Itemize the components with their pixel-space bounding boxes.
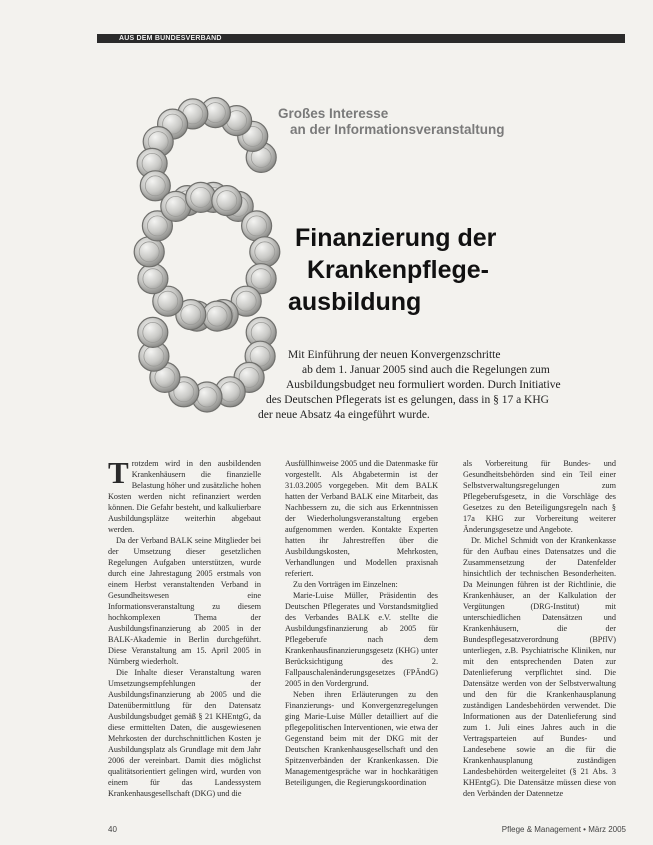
body-text [108, 458, 626, 820]
euro-coin [138, 264, 168, 294]
euro-coin [250, 237, 280, 267]
drop-cap: T [108, 458, 129, 490]
body-column-3 [463, 458, 616, 820]
paragraph: Marie-Luise Müller, Präsidentin des Deutschen Pflegerates und Vorstandsmitglied des Verbandes BALK e.V. stellte die Ausbildungsfinanzierung ab 2005 für Pflegeberufe nach dem Krankenhausfinanzierungsgesetz (KHG) unter Berücksichtigung des 2. Fallpauschalenänderungsgesetzes (FPÄndG) 2005 in den Vordergrund. [285, 591, 438, 688]
lead-line-1: Mit Einführung der neuen Konvergenzschritte [288, 349, 501, 361]
title-line-3: ausbildung [288, 288, 422, 316]
lead-line-2: ab dem 1. Januar 2005 sind auch die Regelungen zum [302, 364, 550, 376]
paragraph: Dr. Michel Schmidt von der Krankenkasse für den Aufbau eines Datensatzes und die Zusammensetzung der Datenfelder hinsichtlich der technischen Besonderheiten. Da Meinungen führen ist der Richtlinie, die Krankenhäuser, an der Kalkulation der Vergütungen (DRG-Institut) mit unterschiedlichen Datensätzen und Krankenhäusern, die der Bundespflegesatzverordnung (BPflV) unterliegen, z.B. Psychiatrische Kliniken, nur mit den entsprechenden Daten zur Datenlieferung verpflichtet sind. Die Datensätze werden von der Selbstverwaltung und den für die Krankenhausplanung zuständigen Landesbehörden verwendet. Die Informationen aus der Datenlieferung sind zum 1. Juli eines Jahres auch in die Vertragsparteien auf Bundes- und Landesebene sowie an die für die Krankenhausplanung zuständigen Landesbehörden weitergeleitet (§ 21 Abs. 3 KHEntgG). Die Datensätze müssen diese von den Verbänden der Datennetze [463, 536, 616, 798]
article-title [280, 222, 600, 318]
lead-line-5: der neue Absatz 4a eingeführt wurde. [258, 409, 430, 421]
paragraph: Zu den Vorträgen im Einzelnen: [293, 580, 398, 589]
body-column-2 [285, 458, 438, 820]
euro-coin [202, 301, 232, 331]
magazine-name: Pflege & Management • März 2005 [501, 825, 626, 834]
lead-paragraph [252, 348, 582, 423]
paragraph: Da der Verband BALK seine Mitglieder bei der Umsetzung dieser gesetzlichen Regelungen Aufgaben unterstützen, wurde durch eine Jahrestagung 2005 erstmals von einem Herbst veranstaltenden Verband in Gesundheitswesen eine Informationsveranstaltung zu diesem hochkomplexen Thema der Ausbildungsfinanzierung ab 2005 in der BALK-Akademie in Berlin durchgeführt. Diese Veranstaltung am 15. April 2005 in Nürnberg wiederholt. [108, 536, 261, 666]
page-number: 40 [108, 825, 117, 834]
lead-line-4: des Deutschen Pflegerats ist es gelungen, dass in § 17 a KHG [266, 394, 549, 406]
subtitle-line-2: an der Informationsveranstaltung [290, 122, 505, 137]
paragraph: Neben ihren Erläuterungen zu den Finanzierungs- und Konvergenzregelungen ging Marie-Luise Müller detailliert auf die pflegepolitischen Interventionen, wie etwa der Gegenstand beim mit der DKG mit der Deutschen Krankenhausgesellschaft und den Spitzenverbänden der Krankenkassen. Die Managementgespräche war in hochkarätigen Beteiligungen, die Regierungskoordination [285, 690, 438, 787]
paragraph: Ausfüllhinweise 2005 und die Datenmaske für vorgestellt. Als Abgabetermin ist der 31.03.2005 vorgegeben. Mit dem BALK hatten der Verband BALK eine Mitarbeit, das Nachbessern zu, die sich aus Erkenntnissen der Wiederholungsveranstaltung ergeben aufgenommen werden. Kontakte Experten hatten ihr Jahrestreffen über die Ausbildungskosten, Mehrkosten, Verhandlungen und Modellen praxisnah referiert. [285, 459, 438, 578]
paragraph: als Vorbereitung für Bundes- und Gesundheitsbehörden sind ein Teil einer Selbstverwaltungsregelungen zum Pflegeberufsgesetz, in die Vorschläge des Gesetzes zu den Beteiligungsregeln nach § 17a KHG zur Vorbereitung weiterer Änderungsgesetze und Angebote. [463, 459, 616, 534]
euro-coin [186, 182, 216, 212]
section-label: AUS DEM BUNDESVERBAND [119, 35, 222, 42]
subtitle [278, 106, 578, 138]
title-line-2: Krankenpflege- [307, 256, 489, 284]
paragraph: Die Inhalte dieser Veranstaltung waren Umsetzungsempfehlungen der Ausbildungsfinanzierung ab 2005 und die Datenübermittlung für den Datensatz Ausbildungsbudget gemäß § 21 KHEntgG, da diese ermittelten Daten, die ausgewiesenen Mehrkosten der durchschnittlichen Kosten je Ausbildungsplatz als Grundlage mit dem Jahr 2006 der vereinbart. Damit dies möglichst qualitätsorientiert gelingen wird, wurden von einem für das Landessystem Krankenhausgesellschaft (DKG) und die [108, 668, 261, 798]
euro-coin [212, 186, 242, 216]
euro-coin [138, 317, 168, 347]
lead-line-3: Ausbildungsbudget neu formuliert worden. Durch Initiative [286, 379, 561, 391]
paragraph: Trotzdem wird in den ausbildenden Krankenhäusern die finanzielle Belastung höher und zusätzliche hohen Kosten werden nicht refinanziert werden können. Die Gefahr besteht, und kalkulierbare Ausbildungsplätze weiterhin abgebaut werden. [108, 458, 261, 534]
title-line-1: Finanzierung der [295, 224, 497, 252]
section-header-bar [97, 34, 625, 43]
subtitle-line-1: Großes Interesse [278, 106, 389, 121]
body-column-1 [108, 458, 261, 820]
